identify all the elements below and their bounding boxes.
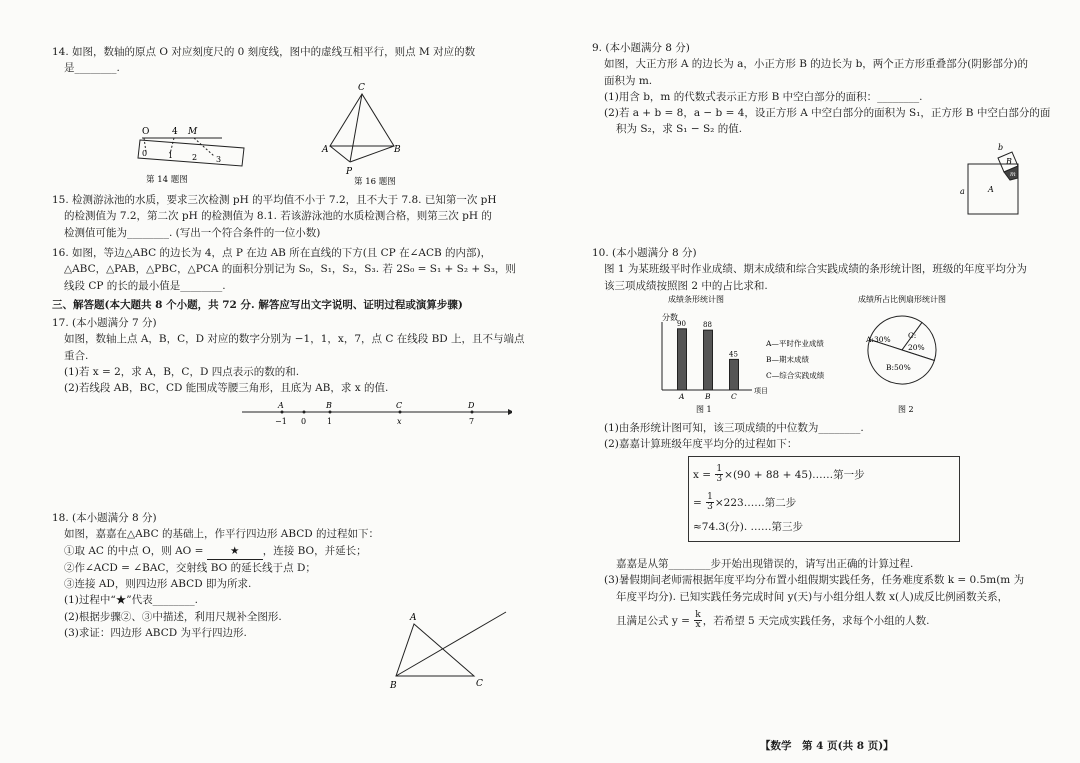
q20-line9 [592, 611, 1024, 631]
q19-line5: (2)若 a + b = 8，a − b = 4，设正方形 A 中空白部分的面积为 S₁，正方形 B 中空白部分的面 [604, 107, 1051, 120]
q17-line5: (2)若线段 AB，BC，CD 能围成等腰三角形，且底为 AB，求 x 的值. [64, 382, 389, 395]
calc2-frac-den: 3 [707, 502, 713, 513]
q20-line5: (2)嘉嘉计算班级年度平均分的过程如下： [604, 438, 798, 451]
q14-line2: 是________. [64, 62, 120, 75]
ruler-shape [138, 140, 244, 166]
q16-line3: 线段 CP 的长的最小值是________. [64, 279, 226, 292]
bar-A [678, 329, 687, 390]
bar-C [730, 359, 739, 390]
bar-chart-xlabel: 项目 [754, 387, 768, 395]
fig16-label-A: A [322, 145, 329, 155]
q18-line3-b: ，连接 BO，并延长； [262, 544, 367, 557]
q20-line8: 年度平均分). 已知实践任务完成时间 y(天)与小组分组人数 x(人)成反比例函数关系， [616, 590, 1009, 603]
question-20 [592, 245, 1027, 294]
axis-num-minus1: −1 [275, 417, 287, 426]
calc-step-3: ≈74.3(分). ……第三步 [693, 521, 804, 533]
q15-line1: 15. 检测游泳池的水质，要求三次检测 pH 的平均值不小于 7.2，且不大于 7.8. 已知第一次 pH [52, 194, 497, 206]
question-18 [52, 510, 379, 641]
fig14-tick-2: 2 [192, 153, 198, 162]
pie-label-B: B:50% [886, 363, 911, 372]
fig14-tick-1: 1 [168, 151, 174, 160]
bar-chart-title: 成绩条形统计图 [668, 295, 724, 304]
fig16-label-C: C [358, 83, 365, 93]
q20-line1: 10. (本小题满分 8 分) [592, 247, 697, 259]
question-15 [52, 192, 497, 241]
q17-number-line [242, 398, 512, 432]
calculation-box [688, 456, 960, 542]
bar-chart [622, 292, 832, 420]
figure-16 [312, 78, 422, 190]
formula-num: k [695, 609, 701, 620]
q17-line3: 重合. [64, 349, 89, 362]
figure-19 [958, 142, 1032, 222]
question-14 [52, 44, 475, 77]
q19-line6: 积为 S₂，求 S₁ − S₂ 的值. [616, 123, 743, 136]
fig18-label-B: B [390, 681, 397, 691]
q19-line3: 面积为 m. [604, 74, 653, 87]
q18-line5: ③连接 AD，则四边形 ABCD 即为所求. [64, 578, 252, 591]
legend-B: B—期末成绩 [766, 355, 810, 364]
legend-C: C—综合实践成绩 [766, 371, 825, 380]
q16-line2: △ABC，△PAB，△PBC，△PCA 的面积分别记为 S₀，S₁，S₂，S₃. 若 2S₀ = S₁ + S₂ + S₃，则 [64, 263, 516, 276]
fig19-label-B: B [1006, 157, 1012, 166]
fig14-caption: 第 14 题图 [146, 175, 188, 185]
fig14-tick-0: 0 [142, 149, 148, 158]
fig18-label-C: C [476, 679, 483, 689]
q19-line2: 如图，大正方形 A 的边长为 a，小正方形 B 的边长为 b，两个正方形重叠部分(阴影部分)的 [604, 58, 1028, 71]
pie-chart [852, 292, 972, 420]
q18-star: ★ [207, 543, 263, 560]
axis-num-7: 7 [469, 417, 475, 426]
bar-chart-ylabel: 分数 [662, 313, 678, 322]
legend-A: A—平时作业成绩 [766, 339, 824, 348]
q20-line6: 嘉嘉是从第________步开始出现错误的，请写出正确的计算过程. [616, 558, 914, 570]
q20-line9-b: ，若希望 5 天完成实践任务，求每个小组的人数. [702, 614, 930, 627]
q20-line4: (1)由条形统计图可知，该三项成绩的中位数为________. [604, 422, 864, 434]
calc-step-2 [693, 493, 796, 513]
fig18-label-A: A [410, 613, 417, 623]
question-20-tail [592, 556, 1024, 631]
calc2-suffix: ×223……第二步 [714, 496, 797, 509]
bar-chart-caption: 图 1 [696, 405, 712, 414]
q15-line3: 检测值可能为________. (写出一个符合条件的一位小数) [64, 226, 321, 239]
fig19-label-m: m [1010, 171, 1016, 178]
bar-value-A: 90 [677, 319, 686, 328]
fig14-label-4: 4 [172, 127, 178, 137]
q17-line4: (1)若 x = 2，求 A，B，C，D 四点表示的数的和. [64, 365, 300, 378]
q16-line1: 16. 如图，等边△ABC 的边长为 4，点 P 在边 AB 所在直线的下方(且 CP 在∠ACB 的内部)， [52, 247, 492, 259]
calc1-prefix: x = [693, 468, 715, 481]
calc1-suffix: ×(90 + 88 + 45)……第一步 [724, 468, 865, 481]
bar-category-A: A [679, 392, 685, 401]
axis-num-0: 0 [301, 417, 307, 426]
q18-line2: 如图，嘉嘉在△ABC 的基础上，作平行四边形 ABCD 的过程如下： [64, 528, 380, 541]
fig14-label-M: M [188, 127, 198, 137]
q14-line1: 14. 如图，数轴的原点 O 对应刻度尺的 0 刻度线，图中的虚线互相平行，则点 M 对应的数 [52, 46, 476, 58]
axis-label-C: C [396, 401, 403, 410]
calc1-fraction [715, 465, 723, 485]
axis-label-D: D [468, 401, 475, 410]
fig19-label-a: a [960, 187, 965, 196]
bar-value-B: 88 [703, 321, 712, 330]
question-19 [592, 40, 1050, 138]
calc2-fraction [706, 493, 714, 513]
question-20-parts [592, 420, 864, 453]
pie-label-A: A:30% [866, 335, 891, 344]
axis-label-B: B [326, 401, 332, 410]
q17-line2: 如图，数轴上点 A，B，C，D 对应的数字分别为 −1，1，x，7，点 C 在线段 BD 上，且不与端点 [64, 333, 525, 346]
q15-line2: 的检测值为 7.2，第二次 pH 的检测值为 8.1. 若该游泳池的水质检测合格，则第三次 pH 的 [64, 210, 492, 223]
bar-category-C: C [731, 392, 737, 401]
axis-num-1: 1 [327, 417, 333, 426]
pie-chart-title: 成绩所占比例扇形统计图 [858, 295, 946, 304]
figure-14 [132, 120, 312, 190]
fig14-tick-3: 3 [216, 155, 222, 164]
formula-fraction [694, 611, 701, 631]
q19-line4: (1)用含 b，m 的代数式表示正方形 B 中空白部分的面积：________. [604, 90, 923, 103]
q18-line3 [52, 543, 379, 560]
pie-chart-caption: 图 2 [898, 405, 914, 414]
fig16-label-P: P [346, 167, 353, 177]
fig19-label-b: b [998, 143, 1004, 152]
section-3-heading: 三、解答题(本大题共 8 个小题，共 72 分. 解答应写出文字说明、证明过程或演算步骤) [52, 299, 463, 311]
q18-line1: 18. (本小题满分 8 分) [52, 512, 157, 524]
q18-line7: (2)根据步骤②、③中描述，利用尺规补全图形. [64, 610, 282, 623]
formula-den: x [695, 620, 701, 631]
q19-line1: 9. (本小题满分 8 分) [592, 42, 690, 54]
q20-line3: 该三项成绩按照图 2 中的占比求和. [604, 279, 768, 292]
figure-18 [386, 606, 516, 694]
fig16-label-B: B [394, 145, 401, 155]
question-16 [52, 245, 516, 294]
fig19-label-A: A [988, 185, 994, 194]
fig16-caption: 第 16 题图 [354, 177, 396, 187]
calc2-prefix: = [693, 496, 706, 509]
page-footer: 【数学 第 4 页(共 8 页)】 [760, 740, 894, 752]
q20-line2: 图 1 为某班级平时作业成绩、期末成绩和综合实践成绩的条形统计图，班级的年度平均分为 [604, 263, 1027, 276]
calc1-frac-den: 3 [716, 474, 723, 485]
fig14-label-O: O [142, 127, 150, 137]
bar-B [704, 330, 713, 390]
q20-line7: (3)暑假期间老师需根据年度平均分布置小组假期实践任务，任务难度系数 k = 0.5m(m 为 [604, 574, 1025, 587]
q18-line8: (3)求证：四边形 ABCD 为平行四边形. [64, 626, 247, 639]
q18-line4: ②作∠ACD = ∠BAC，交射线 BO 的延长线于点 D； [64, 561, 316, 574]
q18-line6: (1)过程中“★”代表________. [64, 594, 198, 607]
calc1-frac-num: 1 [716, 464, 723, 474]
pie-label-C: C: [908, 331, 917, 340]
q18-line3-a: ①取 AC 的中点 O，则 AO = [64, 544, 207, 557]
axis-label-A: A [278, 401, 284, 410]
bar-value-C: 45 [729, 350, 738, 359]
question-17 [52, 315, 525, 396]
bar-category-B: B [705, 392, 711, 401]
axis-num-x: x [397, 417, 402, 426]
q17-line1: 17. (本小题满分 7 分) [52, 317, 157, 329]
pie-label-C-percent: 20% [908, 343, 925, 352]
calc-step-1 [693, 465, 865, 485]
q20-line9-a: 且满足公式 y = [616, 614, 694, 627]
calc2-frac-num: 1 [707, 492, 713, 502]
